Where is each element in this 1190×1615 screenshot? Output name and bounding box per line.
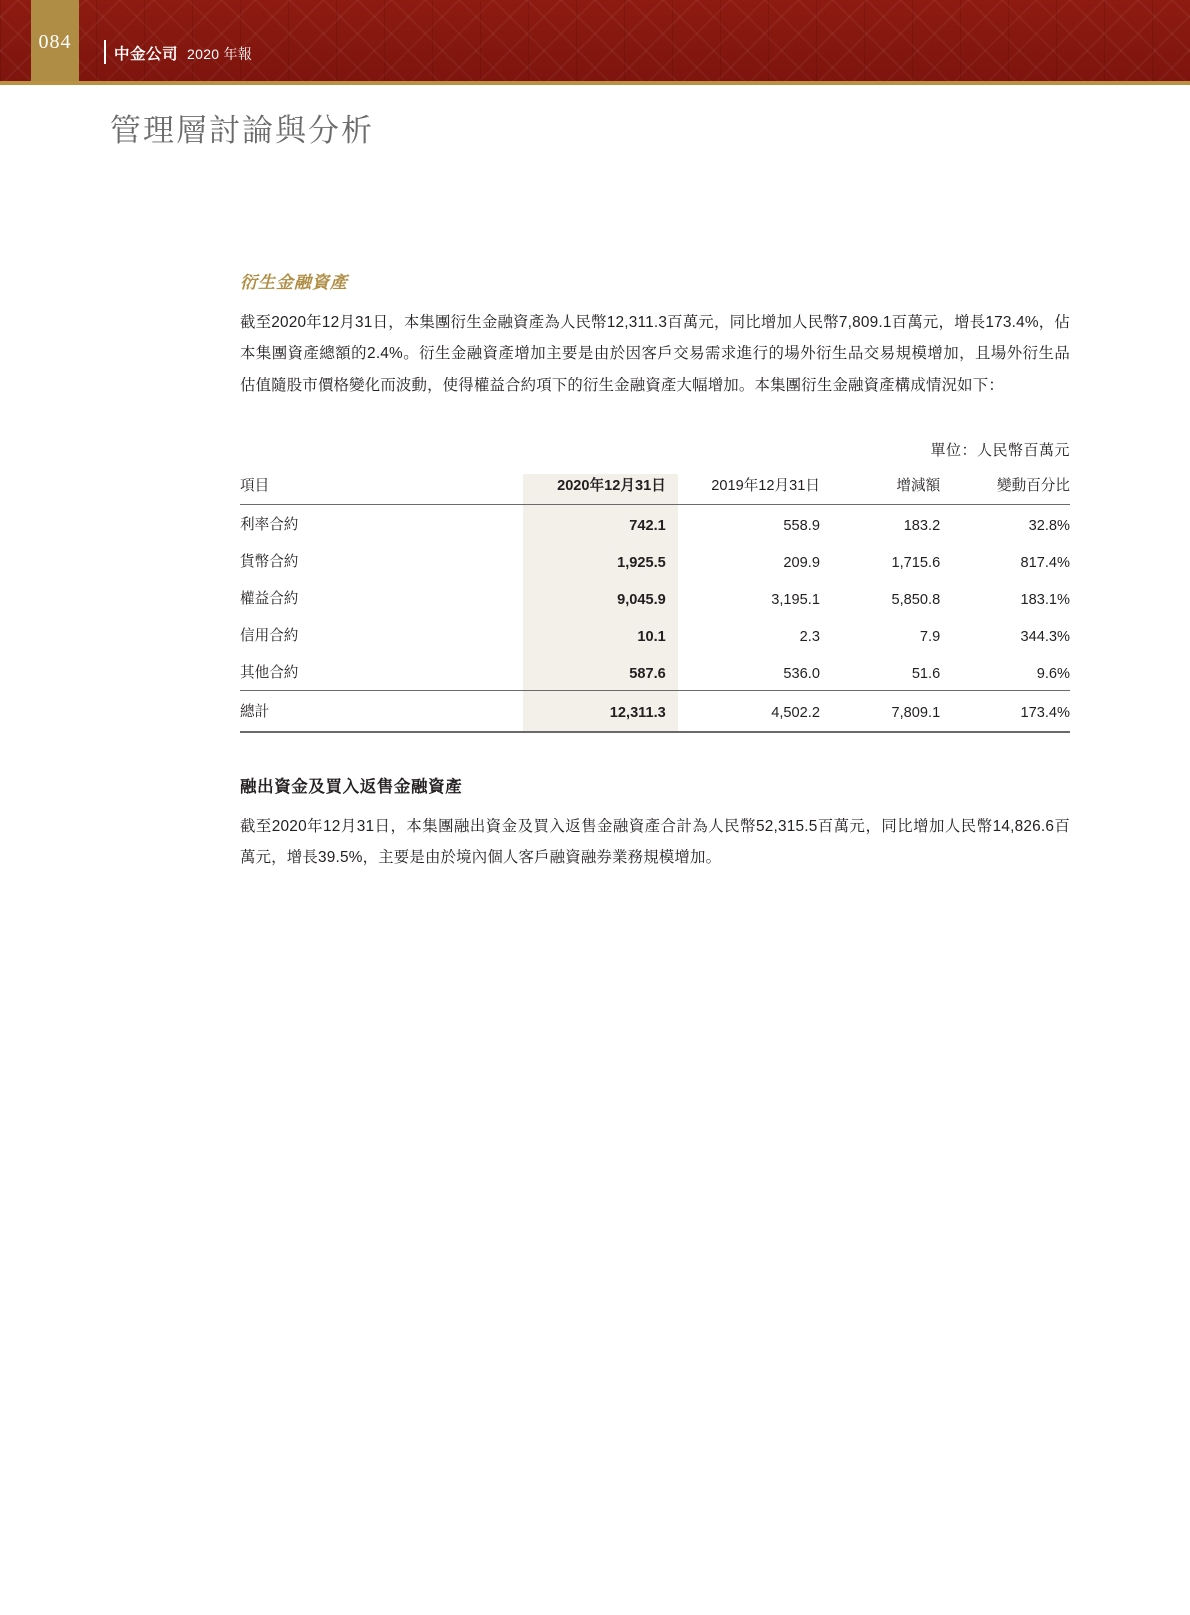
- column-header-2019: 2019年12月31日: [678, 474, 832, 505]
- cell-pct: 183.1%: [1020, 591, 1070, 608]
- cell-total-pct: 173.4%: [952, 690, 1070, 732]
- cell-2020: 587.6: [523, 653, 678, 691]
- document-content: [240, 268, 1070, 873]
- cell-change: 183.2: [903, 517, 941, 534]
- cell-pct: 817.4%: [1020, 554, 1070, 571]
- cell-item: 利率合約: [240, 516, 299, 533]
- column-header-change: 增減額: [832, 474, 952, 505]
- table-row: [240, 542, 1070, 579]
- header-report-year: 2020 年報: [187, 46, 253, 62]
- cell-item: 貨幣合約: [240, 553, 299, 570]
- cell-2019: 3,195.1: [771, 591, 820, 608]
- cell-change: 7.9: [919, 628, 941, 645]
- page-number-badge: 084: [31, 0, 79, 85]
- cell-total-2019: 4,502.2: [678, 690, 832, 732]
- table-header-row: [240, 474, 1070, 505]
- cell-2020: 1,925.5: [523, 542, 678, 579]
- cell-item: 信用合約: [240, 627, 299, 644]
- header-title-group: [114, 42, 252, 64]
- paragraph-derivative-assets: 截至2020年12月31日，本集團衍生金融資產為人民幣12,311.3百萬元，同比增加人民幣7,809.1百萬元，增長173.4%，佔本集團資產總額的2.4%。衍生金融資產增加主要是由於因客戶交易需求進行的場外衍生品交易規模增加，且場外衍生品估值隨股市價格變化而波動，使得權益合約項下的衍生金融資產大幅增加。本集團衍生金融資產構成情況如下：: [240, 314, 1070, 394]
- cell-change: 1,715.6: [891, 554, 941, 571]
- cell-2019: 558.9: [783, 517, 820, 534]
- table-row: [240, 504, 1070, 542]
- table-row: [240, 616, 1070, 653]
- cell-pct: 32.8%: [1028, 517, 1070, 534]
- section-heading-derivative-assets: 衍生金融資產: [240, 273, 348, 292]
- cell-2019: 2.3: [799, 628, 820, 645]
- table-unit-note: 單位：人民幣百萬元: [930, 441, 1070, 459]
- cell-total-change: 7,809.1: [832, 690, 952, 732]
- cell-2020: 9,045.9: [523, 579, 678, 616]
- column-header-pct: 變動百分比: [952, 474, 1070, 505]
- column-header-item: 項目: [240, 474, 523, 505]
- page-title: 管理層討論與分析: [110, 113, 374, 148]
- table-row: [240, 579, 1070, 616]
- cell-change: 51.6: [911, 665, 941, 682]
- cell-2020: 742.1: [523, 504, 678, 542]
- cell-item: 其他合約: [240, 664, 299, 681]
- cell-total-label: 總計: [240, 690, 523, 732]
- column-header-2020: 2020年12月31日: [523, 474, 678, 505]
- cell-pct: 9.6%: [1036, 665, 1070, 682]
- table-total-row: [240, 690, 1070, 732]
- section-heading-margin-financing: 融出資金及買入返售金融資產: [240, 777, 463, 796]
- header-divider: [104, 40, 106, 64]
- cell-item: 權益合約: [240, 590, 299, 607]
- cell-2019: 536.0: [783, 665, 820, 682]
- table-row: [240, 653, 1070, 691]
- cell-2020: 10.1: [523, 616, 678, 653]
- page-header-band: [0, 0, 1190, 85]
- cell-2019: 209.9: [783, 554, 820, 571]
- paragraph-margin-financing: 截至2020年12月31日，本集團融出資金及買入返售金融資產合計為人民幣52,315.5百萬元，同比增加人民幣14,826.6百萬元，增長39.5%，主要是由於境內個人客戶融資融券業務規模增加。: [240, 817, 1070, 867]
- header-company-name: 中金公司: [114, 46, 179, 63]
- cell-total-2020: 12,311.3: [523, 690, 678, 732]
- cell-pct: 344.3%: [1020, 628, 1070, 645]
- cell-change: 5,850.8: [891, 591, 941, 608]
- derivative-assets-table: [240, 474, 1070, 733]
